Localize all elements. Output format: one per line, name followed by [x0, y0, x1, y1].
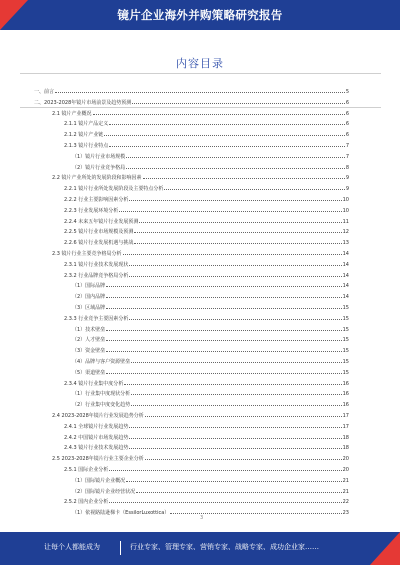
toc-entry[interactable]	[0, 313, 400, 323]
toc-entry-label: 2.1 镜片产业概况	[52, 110, 92, 117]
toc-entry-page: 18	[342, 434, 349, 441]
toc-entry-label: 2.3 镜片行业主要竞争格局分析	[52, 251, 122, 257]
toc-entry-page: 7	[345, 153, 349, 160]
toc-entry-page: 9	[345, 175, 349, 182]
toc-entry-label: 2.4 2023-2028年镜片行业发展趋势分析	[52, 413, 144, 419]
toc-entry[interactable]	[0, 432, 400, 442]
toc-entry-label: 二、2023-2028年镜片市场前景及趋势预测	[34, 99, 132, 106]
toc-entry-page: 5	[345, 89, 349, 95]
toc-leader-dots	[129, 432, 341, 439]
toc-entry-page: 8	[345, 164, 349, 171]
toc-entry[interactable]	[0, 486, 400, 496]
toc-entry-label: 2.5.2 国内企业分析	[64, 499, 109, 506]
toc-entry-label: 2.2.2 行业主要影响因素分析	[64, 197, 129, 203]
toc-entry-label: 一、前言	[34, 89, 55, 95]
toc-entry-label: 2.2 镜片产业所处的发展阶段和影响因素	[52, 175, 142, 182]
toc-entry[interactable]	[0, 302, 400, 312]
toc-leader-dots	[104, 129, 345, 136]
toc-entry-label: 2.4.2 中国镜片市场发展趋势	[64, 434, 129, 441]
toc-leader-dots	[124, 378, 341, 385]
toc-entry-page: 14	[342, 272, 349, 279]
toc-entry-page: 10	[342, 207, 349, 214]
toc-leader-dots	[106, 302, 341, 309]
toc-entry[interactable]	[0, 345, 400, 355]
toc-entry[interactable]	[0, 216, 400, 226]
toc-entry-label: （2）国际镜片企业经营状况	[72, 488, 136, 495]
toc-leader-dots	[55, 86, 345, 93]
toc-entry-page: 14	[342, 283, 349, 290]
toc-leader-dots	[93, 108, 345, 115]
toc-entry-page: 17	[342, 423, 349, 430]
toc-leader-dots	[143, 172, 345, 179]
toc-entry[interactable]	[0, 280, 400, 290]
toc-entry-page: 13	[342, 240, 349, 247]
footer-slogan-left: 让每个人都能成为	[44, 543, 100, 551]
footer-red-accent	[370, 532, 400, 565]
toc-entry-page: 23	[342, 510, 349, 517]
toc-entry-label: 2.5.1 国际企业分析	[64, 467, 109, 473]
toc-entry[interactable]	[0, 270, 400, 280]
toc-entry-page: 20	[342, 467, 349, 473]
toc-entry[interactable]	[0, 356, 400, 366]
toc-entry-label: 2.1.3 镜片行业特点	[64, 143, 109, 149]
toc-entry[interactable]	[0, 334, 400, 344]
toc-leader-dots	[109, 496, 341, 503]
toc-entry[interactable]	[0, 237, 400, 247]
toc-entry-page: 14	[342, 251, 349, 257]
toc-entry-page: 21	[342, 488, 349, 495]
toc-top-rule	[20, 73, 381, 74]
toc-leader-dots	[131, 388, 341, 395]
toc-entry-label: （1）镜片行业市场规模	[72, 153, 126, 160]
toc-entry-page: 15	[342, 337, 349, 344]
toc-entry-page: 6	[345, 132, 349, 139]
toc-leader-dots	[126, 151, 345, 158]
toc-entry[interactable]	[0, 129, 400, 139]
report-title: 镜片企业海外并购策略研究报告	[117, 8, 283, 22]
toc-leader-dots	[126, 475, 341, 482]
toc-entry[interactable]	[0, 464, 400, 474]
toc-entry[interactable]	[0, 378, 400, 388]
toc-leader-dots	[109, 464, 341, 471]
toc-entry-page: 15	[342, 359, 349, 365]
toc-entry-label: 2.2.1 镜片行业所处发展阶段及主要特点分析	[64, 186, 164, 193]
toc-entry[interactable]	[0, 151, 400, 161]
toc-leader-dots	[106, 324, 341, 331]
toc-entry[interactable]	[0, 410, 400, 420]
toc-entry-label: 2.3.4 镜片行业集中度分析	[64, 380, 124, 387]
toc-entry-label: 2.2.4 未来五年镜片行业发展预测	[64, 218, 139, 225]
toc-entry-label: 2.2.3 行业发展环境分析	[64, 207, 119, 214]
toc-entry-label: 2.3.2 行业品牌竞争格局分析	[64, 272, 129, 279]
toc-entry-page: 15	[342, 369, 349, 376]
toc-leader-dots	[170, 507, 341, 514]
toc-entry-label: （4）品牌与客户资源壁垒	[72, 359, 131, 365]
toc-entry-page: 20	[342, 456, 349, 463]
toc-entry[interactable]	[0, 367, 400, 377]
toc-entry-label: （2）人才壁垒	[72, 337, 106, 344]
toc-entry-page: 9	[345, 186, 349, 193]
toc-entry-label: （1）依视路陆逊梯卡（EssilorLuxottica）	[72, 510, 170, 517]
toc-entry-page: 6	[345, 121, 349, 128]
toc-entry-page: 15	[342, 305, 349, 311]
toc-entry[interactable]	[0, 226, 400, 236]
toc-leader-dots	[131, 399, 341, 406]
toc-leader-dots	[145, 453, 342, 460]
toc-leader-dots	[109, 118, 345, 125]
toc-entry[interactable]	[0, 453, 400, 463]
toc-entry-label: 2.4.3 镜片行业技术发展趋势	[64, 445, 129, 452]
toc-leader-dots	[132, 97, 345, 104]
toc-leader-dots	[123, 248, 342, 255]
toc-entry[interactable]	[0, 172, 400, 182]
toc-entry[interactable]	[0, 118, 400, 128]
toc-entry-page: 15	[342, 326, 349, 333]
footer-bar	[0, 532, 400, 565]
toc-entry-page: 14	[342, 261, 349, 268]
toc-entry-label: （1）行业集中度现状分析	[72, 391, 131, 398]
toc-leader-dots	[106, 280, 341, 287]
toc-leader-dots	[134, 226, 341, 233]
toc-leader-dots	[139, 216, 341, 223]
toc-leader-dots	[129, 270, 341, 277]
toc-entry-page: 6	[345, 99, 349, 106]
toc-entry-page: 18	[342, 445, 349, 452]
toc-leader-dots	[145, 410, 342, 417]
toc-leader-dots	[129, 442, 341, 449]
toc-entry-page: 12	[342, 229, 349, 236]
toc-leader-dots	[106, 291, 341, 298]
toc-entry-label: （3）资金壁垒	[72, 348, 106, 355]
toc-entry[interactable]	[0, 205, 400, 215]
toc-leader-dots	[164, 183, 344, 190]
toc-entry-label: （5）渠道壁垒	[72, 369, 106, 376]
toc-leader-dots	[136, 486, 341, 493]
footer-slogan-right: 行业专家、管理专家、营销专家、战略专家、成功企业家……	[130, 543, 319, 551]
toc-entry-label: （1）技术壁垒	[72, 326, 106, 333]
footer-divider	[120, 541, 121, 555]
toc-entry-label: 2.5 2023-2028年镜片行业主要企业分析	[52, 456, 144, 463]
toc-entry-label: 2.3.3 行业竞争主要因素分析	[64, 315, 129, 322]
toc-entry-page: 14	[342, 294, 349, 301]
toc-leader-dots	[106, 334, 341, 341]
toc-leader-dots	[131, 356, 341, 363]
toc-entry-page: 10	[342, 197, 349, 203]
toc-leader-dots	[119, 205, 341, 212]
toc-entry-page: 15	[342, 315, 349, 322]
toc-entry[interactable]	[0, 97, 400, 107]
toc-entry[interactable]	[0, 259, 400, 269]
toc-entry-page: 15	[342, 348, 349, 355]
toc-entry-label: 2.3.1 镜片行业技术发展现状	[64, 261, 129, 268]
toc-entry-label: （1）国际镜片企业概况	[72, 477, 126, 484]
toc-entry[interactable]	[0, 248, 400, 258]
toc-entry[interactable]	[0, 140, 400, 150]
section-rule	[20, 107, 381, 108]
toc-entry-label: 2.1.1 镜片产品定义	[64, 121, 109, 128]
report-header-bar	[0, 0, 400, 30]
toc-entry-label: 2.2.6 镜片行业发展机遇与挑战	[64, 240, 134, 247]
page-number: 3	[200, 515, 204, 521]
toc-heading: 内容目录	[176, 57, 224, 70]
toc-entry[interactable]	[0, 324, 400, 334]
toc-entry-page: 16	[342, 402, 349, 409]
toc-entry-label: （2）国内品牌	[72, 294, 106, 301]
toc-entry-page: 6	[345, 110, 349, 117]
toc-leader-dots	[129, 313, 341, 320]
toc-entry[interactable]	[0, 108, 400, 118]
toc-entry[interactable]	[0, 475, 400, 485]
toc-entry-page: 22	[342, 499, 349, 506]
toc-entry-page: 21	[342, 477, 349, 484]
toc-entry-label: （3）区域品牌	[72, 305, 106, 311]
toc-entry[interactable]	[0, 162, 400, 172]
toc-entry[interactable]	[0, 442, 400, 452]
toc-entry-page: 16	[342, 391, 349, 398]
toc-entry-label: 2.2.5 镜片行业市场规模及预测	[64, 229, 134, 236]
toc-entry-page: 7	[345, 143, 349, 149]
toc-entry[interactable]	[0, 291, 400, 301]
toc-leader-dots	[129, 194, 341, 201]
toc-leader-dots	[134, 237, 341, 244]
toc-leader-dots	[129, 259, 341, 266]
toc-leader-dots	[106, 345, 341, 352]
toc-entry-page: 16	[342, 380, 349, 387]
toc-entry-page: 11	[342, 218, 349, 225]
toc-leader-dots	[109, 140, 345, 147]
toc-leader-dots	[129, 421, 341, 428]
toc-leader-dots	[126, 162, 345, 169]
toc-entry[interactable]	[0, 496, 400, 506]
toc-entry[interactable]	[0, 194, 400, 204]
toc-entry[interactable]	[0, 86, 400, 96]
toc-entry-label: 2.1.2 镜片产业链	[64, 132, 104, 139]
toc-entry-page: 17	[342, 413, 349, 419]
toc-entry-label: （2）镜片行业竞争格局	[72, 164, 126, 171]
toc-entry[interactable]	[0, 183, 400, 193]
toc-entry[interactable]	[0, 399, 400, 409]
toc-entry[interactable]	[0, 421, 400, 431]
toc-leader-dots	[106, 367, 341, 374]
toc-entry-label: （2）行业集中度变化趋势	[72, 402, 131, 409]
toc-entry-label: 2.4.1 全球镜片行业发展趋势	[64, 423, 129, 430]
toc-entry-label: （1）国际品牌	[72, 283, 106, 290]
toc-entry[interactable]	[0, 388, 400, 398]
